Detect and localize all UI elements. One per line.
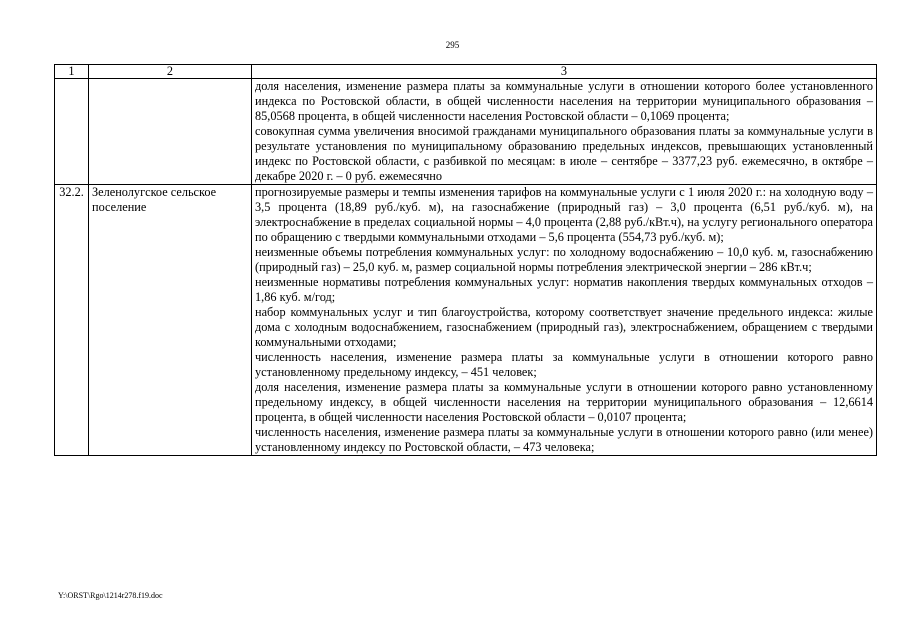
row-content bbox=[252, 79, 877, 185]
table-row bbox=[55, 185, 877, 456]
content-paragraph: прогнозируемые размеры и темпы изменения тарифов на коммунальные услуги с 1 июля 2020 г.: на холодную воду – 3,5 процента (18,89 руб./куб. м), на газоснабжение (природный газ) – 3,0 процента (6,51 руб./куб. м), на электроснабжение в пределах социальной нормы – 4,0 процента (2,88 руб./кВт.ч), на услугу регионального оператора по обращению с твердыми коммунальными отходами – 5,6 процента (554,73 руб./куб. м); bbox=[255, 185, 873, 244]
table-row bbox=[55, 79, 877, 185]
row-number: 32.2. bbox=[55, 185, 89, 456]
table-header-row bbox=[55, 65, 877, 79]
content-paragraph: совокупная сумма увеличения вносимой гражданами муниципального образования платы за коммунальные услуги в результате установления по муниципальному образованию предельных индексов, превышающих установленный индекс по Ростовской области, с разбивкой по месяцам: в июле – сентябре – 3377,23 руб. ежемесячно, в октябре – декабре 2020 г. – 0 руб. ежемесячно bbox=[255, 124, 873, 183]
document-table bbox=[54, 64, 877, 456]
page-number: 295 bbox=[445, 40, 460, 50]
content-paragraph: неизменные нормативы потребления коммунальных услуг: норматив накопления твердых коммунальных отходов – 1,86 куб. м/год; bbox=[255, 275, 873, 304]
content-paragraph: численность населения, изменение размера платы за коммунальные услуги в отношении которого равно установленному предельному индексу, – 451 человек; bbox=[255, 350, 873, 379]
municipality-name: Зеленолугское сельское поселение bbox=[89, 185, 252, 456]
row-number bbox=[55, 79, 89, 185]
content-paragraph: доля населения, изменение размера платы за коммунальные услуги в отношении которого более установленного индекса по Ростовской области, в общей численности населения на территории муниципального образования – 85,0568 процента, в общей численности населения Ростовской области – 0,1069 процента; bbox=[255, 79, 873, 123]
content-paragraph: численность населения, изменение размера платы за коммунальные услуги в отношении которого равно (или менее) установленному индексу по Ростовской области, – 473 человека; bbox=[255, 425, 873, 454]
column-header: 3 bbox=[252, 65, 877, 79]
content-paragraph: неизменные объемы потребления коммунальных услуг: по холодному водоснабжению – 10,0 куб. м, газоснабжению (природный газ) – 25,0 куб. м, размер социальной нормы потребления электрической энергии – 286 кВт.ч; bbox=[255, 245, 873, 274]
municipality-name bbox=[89, 79, 252, 185]
footer-file-path: Y:\ORST\Rgo\1214r278.f19.doc bbox=[58, 591, 163, 600]
row-content bbox=[252, 185, 877, 456]
column-header: 1 bbox=[55, 65, 89, 79]
content-paragraph: доля населения, изменение размера платы за коммунальные услуги в отношении которого равно установленному предельному индексу, в общей численности населения на территории муниципального образования – 12,6614 процента, в общей численности населения Ростовской области – 0,0107 процента; bbox=[255, 380, 873, 424]
column-header: 2 bbox=[89, 65, 252, 79]
content-paragraph: набор коммунальных услуг и тип благоустройства, которому соответствует значение предельного индекса: жилые дома с холодным водоснабжением, газоснабжением (природный газ), электроснабжением, обращением с твердыми коммунальными отходами; bbox=[255, 305, 873, 349]
